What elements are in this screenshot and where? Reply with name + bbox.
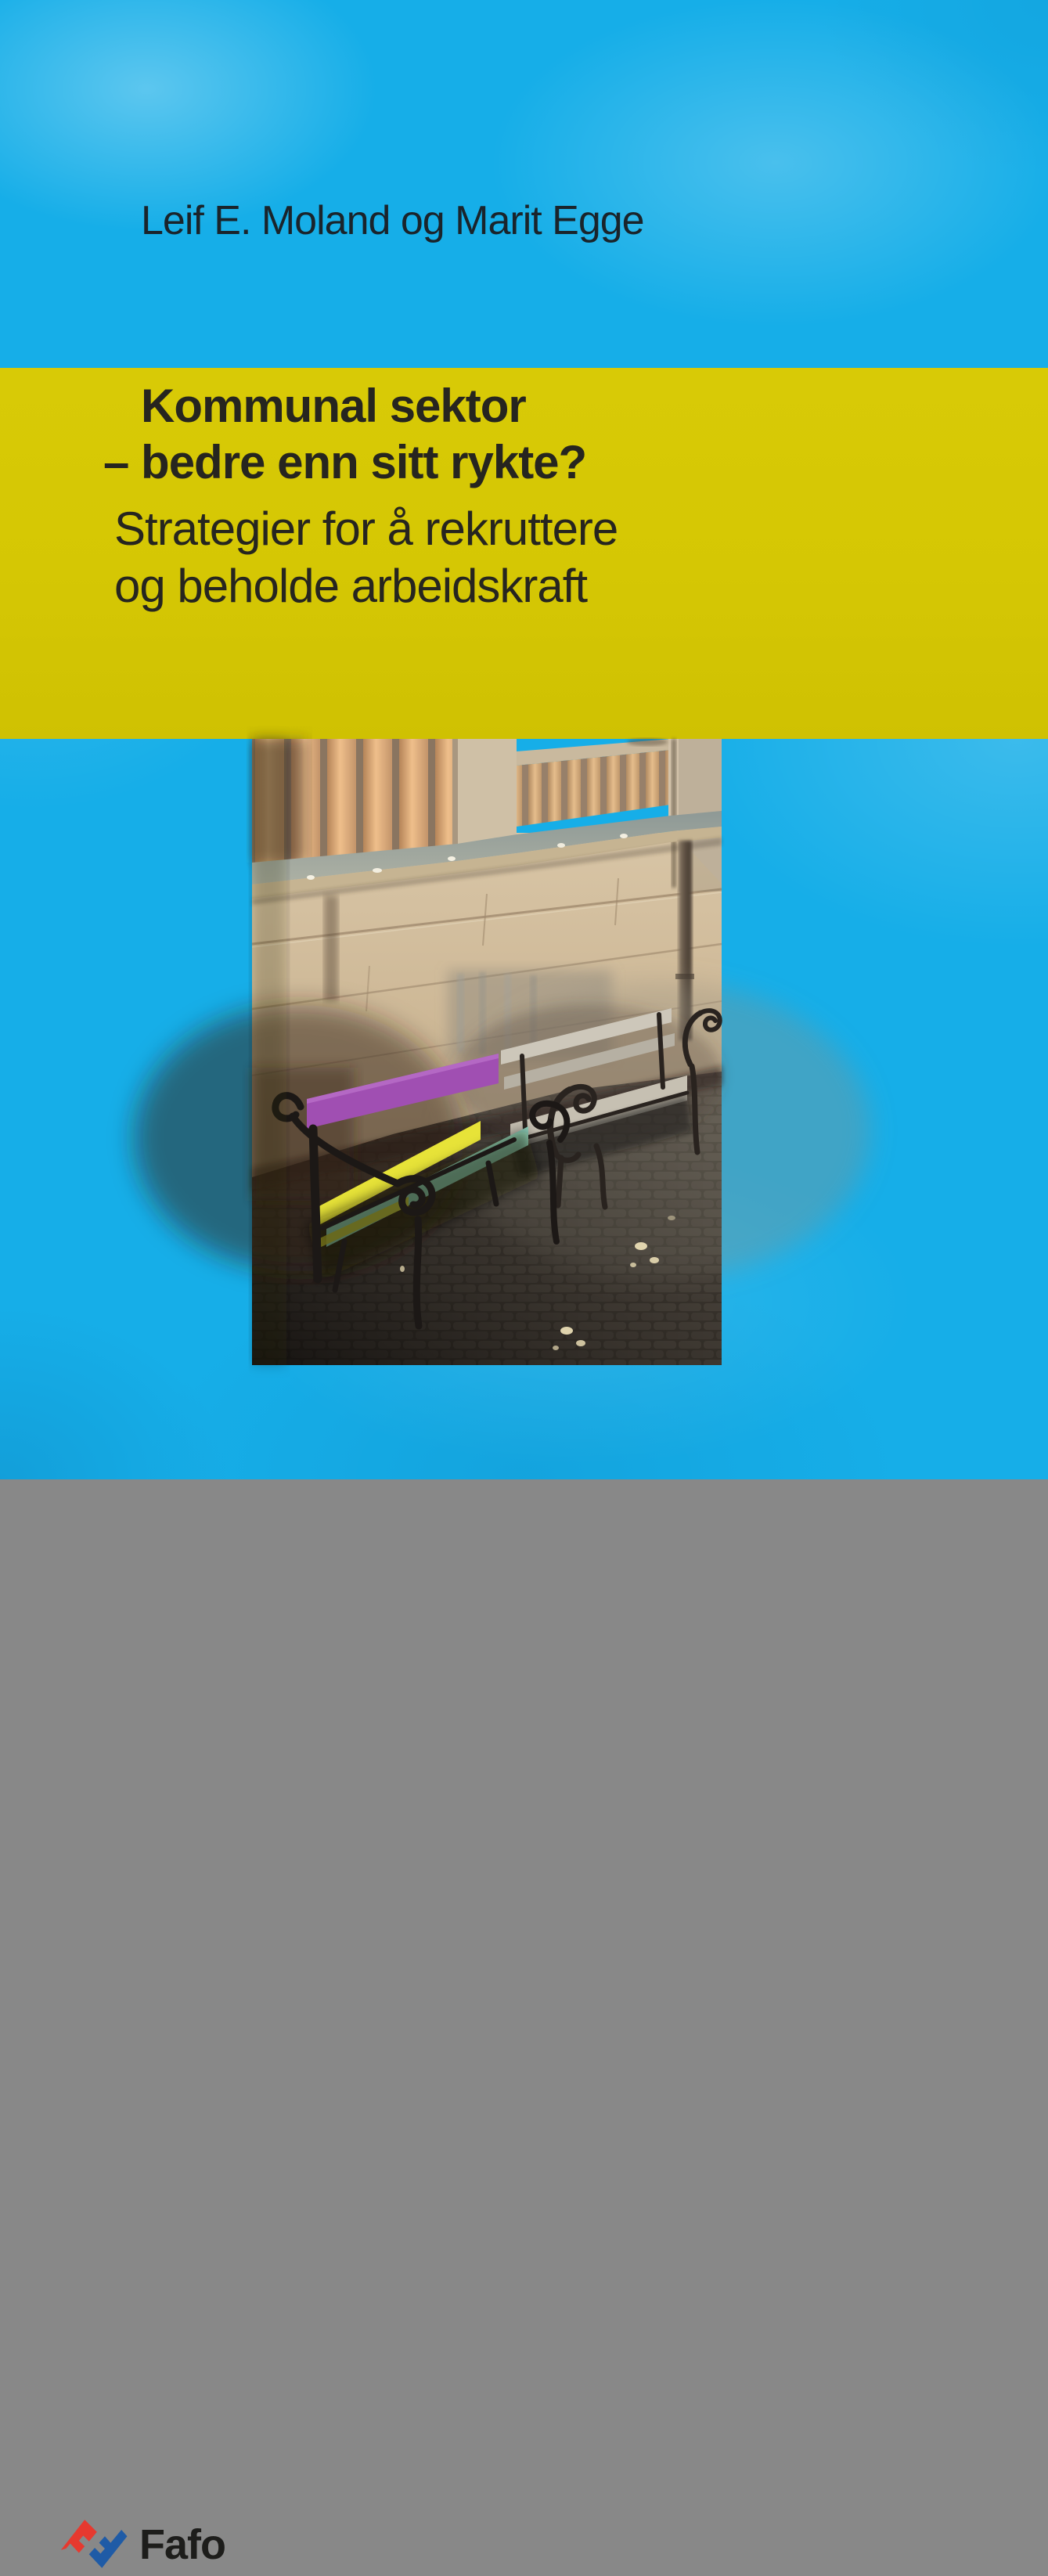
author-line: Leif E. Moland og Marit Egge bbox=[141, 198, 644, 243]
title-line-1: Kommunal sektor bbox=[141, 380, 526, 432]
subtitle-line-1: Strategier for å rekruttere bbox=[114, 503, 618, 555]
fafo-logo bbox=[0, 1252, 250, 2568]
photo-vignette bbox=[252, 739, 286, 1365]
fafo-logo-icon bbox=[59, 2511, 131, 2576]
title-line-2: – bedre enn sitt rykte? bbox=[103, 436, 587, 488]
subtitle-line-2: og beholde arbeidskraft bbox=[114, 560, 588, 612]
cover-photo-illustration bbox=[252, 739, 722, 1365]
cover-photo bbox=[252, 739, 722, 1365]
fafo-logo-text: Fafo bbox=[139, 2521, 225, 2568]
